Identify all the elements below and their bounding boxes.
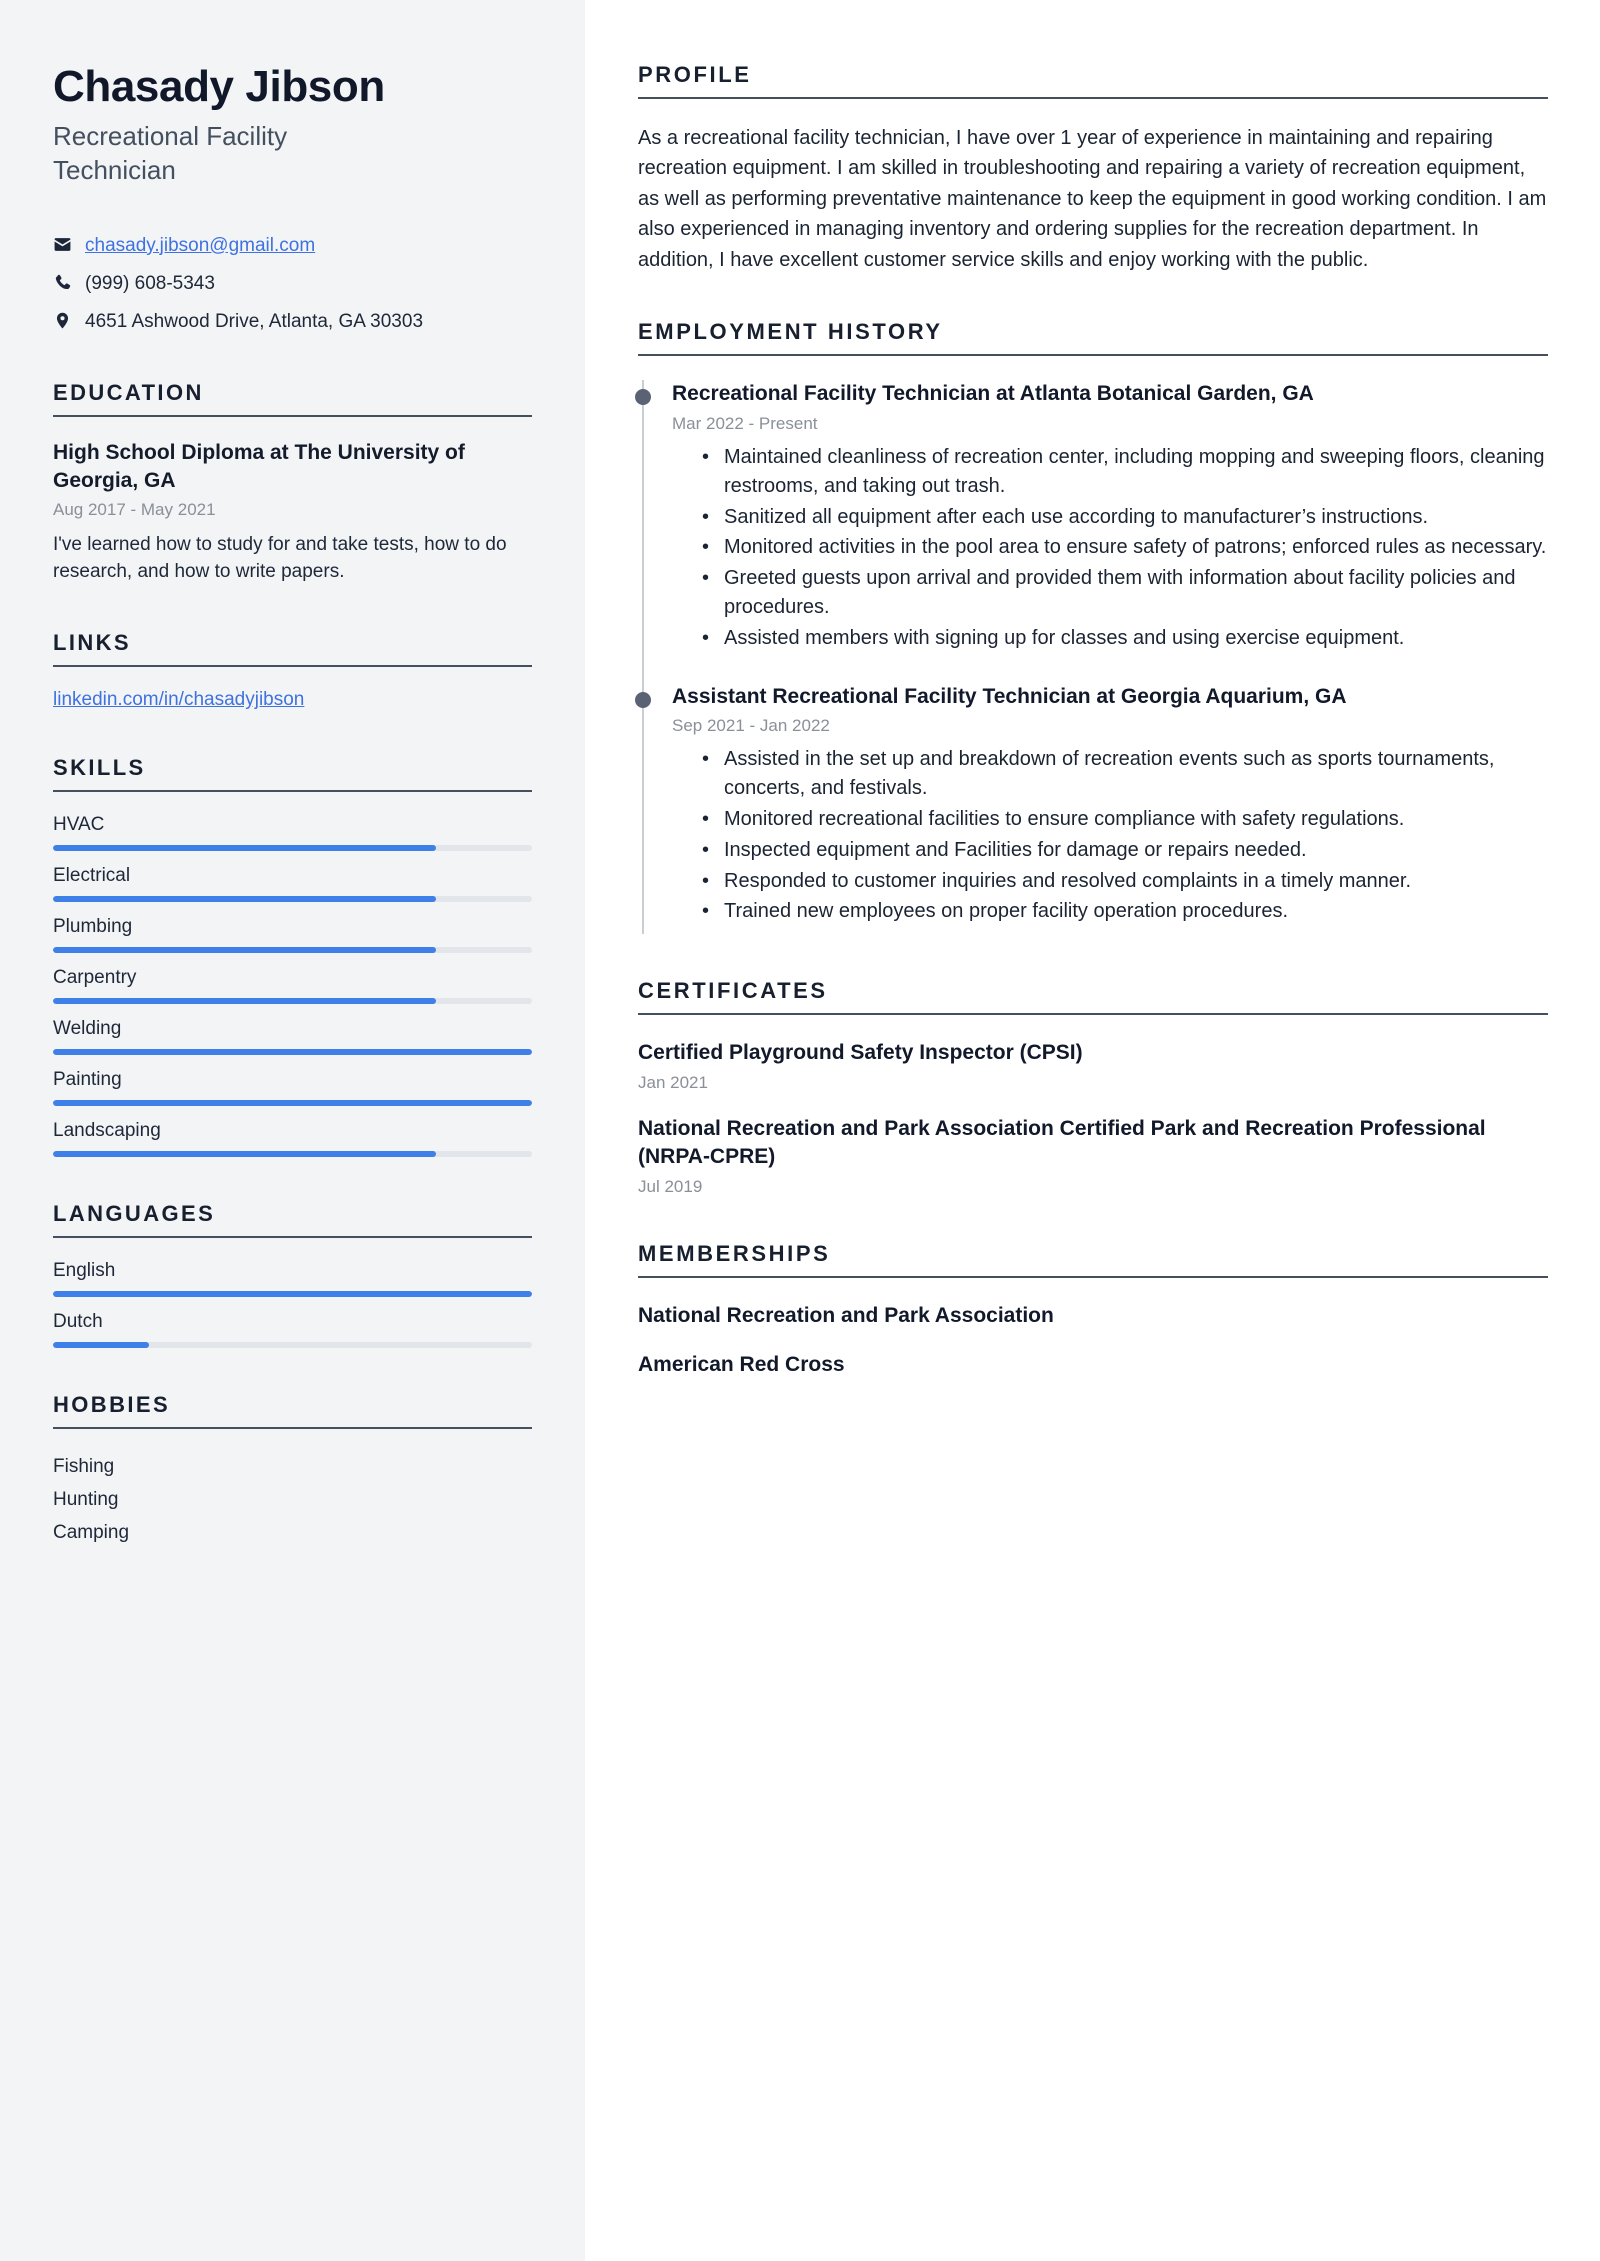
section-profile: [638, 62, 1548, 275]
language-label: English: [53, 1260, 116, 1282]
map-pin-icon: [53, 309, 85, 330]
employment-bullet: • Monitored recreational facilities to ensure compliance with safety regulations.: [702, 805, 1548, 834]
hobby-item: Fishing: [53, 1456, 115, 1478]
section-heading-memberships: MEMBERSHIPS: [638, 1240, 831, 1266]
employment-bullet: • Monitored activities in the pool area to ensure safety of patrons; enforced rules as necessary.: [702, 533, 1548, 562]
skill-meter-fill: [53, 998, 436, 1004]
employment-bullet: • Assisted members with signing up for classes and using exercise equipment.: [702, 624, 1548, 653]
skill-row: [53, 1069, 532, 1106]
employment-bullet: • Assisted in the set up and breakdown of recreation events such as sports tournaments, concerts, and festivals.: [702, 745, 1548, 803]
language-row: [53, 1311, 532, 1348]
skill-meter-fill: [53, 1100, 532, 1106]
skill-row: [53, 814, 532, 851]
skill-label: Welding: [53, 1018, 122, 1040]
employment-entry: [644, 380, 1548, 661]
section-heading-links: LINKS: [53, 630, 131, 656]
skill-label: Carpentry: [53, 967, 137, 989]
employment-title: Assistant Recreational Facility Technician at Georgia Aquarium, GA: [672, 684, 1347, 708]
timeline-dot-icon: [635, 692, 651, 708]
employment-title: Recreational Facility Technician at Atlanta Botanical Garden, GA: [672, 381, 1314, 405]
skill-label: Landscaping: [53, 1120, 161, 1142]
skill-label: Plumbing: [53, 916, 133, 938]
section-divider: [53, 665, 532, 667]
contact-row-address: [53, 309, 532, 336]
envelope-icon: [53, 233, 85, 254]
employment-bullet-list: [672, 443, 1548, 653]
section-divider: [638, 354, 1548, 356]
section-heading-profile: PROFILE: [638, 62, 752, 87]
section-divider: [53, 1427, 532, 1429]
job-title-subtitle: Recreational Facility Technician: [53, 121, 288, 185]
language-meter-fill: [53, 1291, 532, 1297]
certificate-title: Certified Playground Safety Inspector (CPSI): [638, 1041, 1083, 1065]
skill-label: HVAC: [53, 814, 105, 836]
skill-row: [53, 967, 532, 1004]
link-item[interactable]: linkedin.com/in/chasadyjibson: [53, 689, 305, 711]
section-hobbies: [53, 1392, 532, 1549]
section-heading-skills: SKILLS: [53, 755, 146, 781]
employment-timeline: [642, 380, 1548, 934]
employment-date: Sep 2021 - Jan 2022: [672, 716, 830, 736]
skill-meter-fill: [53, 1151, 436, 1157]
skill-meter-track: [53, 998, 532, 1004]
certificate-title: National Recreation and Park Association Certified Park and Recreation Professional (NRPA-CPRE): [638, 1116, 1486, 1169]
employment-bullet: • Inspected equipment and Facilities for damage or repairs needed.: [702, 836, 1548, 865]
employment-date: Mar 2022 - Present: [672, 413, 818, 433]
timeline-dot-icon: [635, 389, 651, 405]
section-divider: [53, 1236, 532, 1238]
language-row: [53, 1260, 532, 1297]
education-entry: [53, 439, 532, 587]
section-heading-hobbies: HOBBIES: [53, 1392, 171, 1418]
contact-row-email: [53, 233, 532, 260]
language-label: Dutch: [53, 1311, 103, 1333]
education-description: I've learned how to study for and take tests, how to do research, and how to write papers.: [53, 534, 507, 583]
sidebar: [0, 0, 585, 2261]
hobby-item: Hunting: [53, 1489, 119, 1510]
employment-bullet: • Responded to customer inquiries and resolved complaints in a timely manner.: [702, 867, 1548, 896]
skill-label: Electrical: [53, 865, 131, 887]
section-divider: [53, 415, 532, 417]
employment-bullet: • Greeted guests upon arrival and provided them with information about facility policies and procedures.: [702, 564, 1548, 622]
section-heading-education: EDUCATION: [53, 379, 204, 405]
skill-meter-track: [53, 947, 532, 953]
certificate-entry: [638, 1115, 1548, 1197]
address-text: 4651 Ashwood Drive, Atlanta, GA 30303: [85, 310, 424, 332]
phone-number: (999) 608-5343: [85, 272, 215, 294]
section-education: [53, 380, 532, 587]
employment-bullet-list: [672, 745, 1548, 926]
membership-item: American Red Cross: [638, 1352, 845, 1376]
skill-row: [53, 865, 532, 902]
skill-label: Painting: [53, 1069, 122, 1091]
hobby-item: Camping: [53, 1521, 130, 1543]
contact-block: [53, 233, 532, 336]
section-employment-history: [638, 319, 1548, 934]
section-memberships: [638, 1241, 1548, 1380]
section-heading-certificates: CERTIFICATES: [638, 978, 828, 1004]
section-heading-employment: EMPLOYMENT HISTORY: [638, 318, 943, 344]
memberships-list: [638, 1302, 1548, 1380]
phone-icon: [53, 271, 85, 292]
skill-row: [53, 1120, 532, 1157]
employment-bullet: • Trained new employees on proper facility operation procedures.: [702, 897, 1548, 926]
language-meter-track: [53, 1342, 532, 1348]
skill-row: [53, 916, 532, 953]
hobbies-list: [53, 1451, 532, 1549]
skill-meter-track: [53, 1100, 532, 1106]
certificate-entry: [638, 1039, 1548, 1093]
skill-meter-track: [53, 896, 532, 902]
skill-meter-fill: [53, 1049, 532, 1055]
section-heading-languages: LANGUAGES: [53, 1201, 216, 1227]
contact-row-phone: [53, 271, 532, 298]
employment-bullet: • Sanitized all equipment after each use according to manufacturer’s instructions.: [702, 503, 1548, 532]
membership-item: National Recreation and Park Association: [638, 1303, 1054, 1327]
section-languages: [53, 1201, 532, 1348]
employment-entry: [644, 683, 1548, 935]
section-skills: [53, 755, 532, 1157]
section-divider: [638, 97, 1548, 99]
profile-text: As a recreational facility technician, I have over 1 year of experience in maintaining and repairing recreation equipment. I am skilled in troubleshooting and repairing a variety of recreation equipment, as well as performing preventative maintenance to keep the equipment in good working condition. I am also experienced in managing inventory and ordering supplies for the recreation department. In addition, I have excellent customer service skills and enjoy working with the public.: [638, 127, 1547, 271]
section-certificates: [638, 978, 1548, 1197]
skill-meter-fill: [53, 845, 436, 851]
education-title: High School Diploma at The University of Georgia, GA: [53, 440, 465, 493]
skills-list: [53, 814, 532, 1157]
skill-meter-track: [53, 845, 532, 851]
certificate-date: Jul 2019: [638, 1176, 703, 1196]
languages-list: [53, 1260, 532, 1348]
skill-meter-fill: [53, 947, 436, 953]
skill-row: [53, 1018, 532, 1055]
language-meter-fill: [53, 1342, 149, 1348]
section-divider: [638, 1276, 1548, 1278]
language-meter-track: [53, 1291, 532, 1297]
education-date: Aug 2017 - May 2021: [53, 500, 216, 520]
certificate-date: Jan 2021: [638, 1072, 708, 1092]
certificates-list: [638, 1039, 1548, 1197]
email-link[interactable]: chasady.jibson@gmail.com: [85, 234, 316, 256]
skill-meter-fill: [53, 896, 436, 902]
section-divider: [53, 790, 532, 792]
employment-bullet: • Maintained cleanliness of recreation center, including mopping and sweeping floors, cleaning restrooms, and taking out trash.: [702, 443, 1548, 501]
section-links: [53, 630, 532, 711]
section-divider: [638, 1013, 1548, 1015]
page-title: Chasady Jibson: [53, 62, 385, 111]
skill-meter-track: [53, 1151, 532, 1157]
main-content: [585, 0, 1600, 2261]
skill-meter-track: [53, 1049, 532, 1055]
